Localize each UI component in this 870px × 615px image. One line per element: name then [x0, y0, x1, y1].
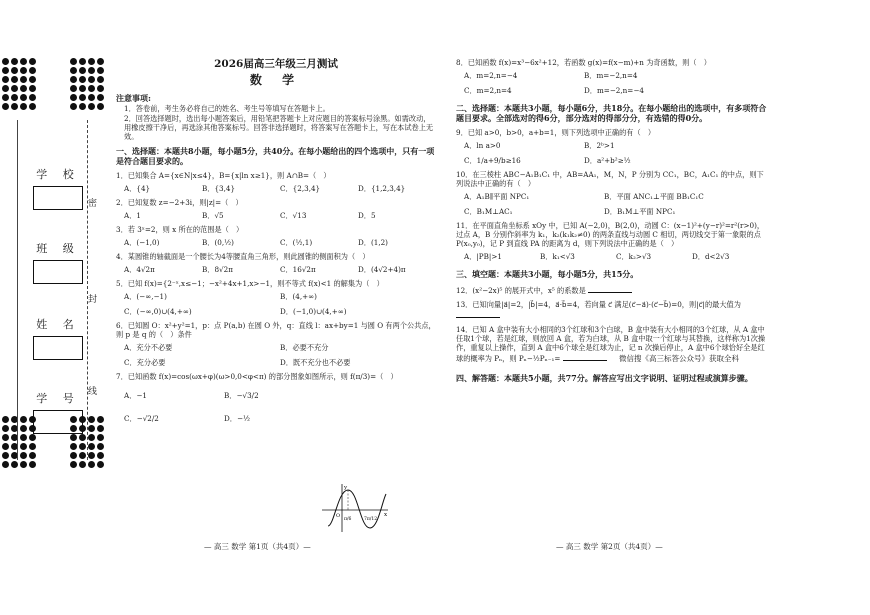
option-c[interactable]: C．1/a+9/b≥16 [464, 156, 521, 165]
option-a[interactable]: A．m=2,n=−4 [464, 71, 518, 80]
binding-dot [20, 58, 27, 65]
binding-dot [70, 103, 77, 110]
question-options [116, 211, 436, 220]
notice-item: 1．答卷前，考生务必将自己的姓名、考生号等填写在答题卡上。 [124, 104, 330, 114]
section3-heading: 三、填空题：本题共3小题，每小题5分，共15分。 [456, 269, 639, 279]
question-stem: 12．(x²−2x)⁵ 的展开式中，x⁵ 的系数是 [456, 286, 586, 295]
option-d[interactable]: D．{1,2,3,4} [358, 184, 406, 194]
binding-dot [88, 425, 95, 432]
question-stem: 13．已知向量|a⃗|=2，|b⃗|=4，a⃗·b⃗=4，若向量 c⃗ 满足(c⃗−a⃗)·(c⃗−b⃗)=0，则|c⃗|的最大值为 [456, 300, 741, 309]
question-stem: 14．已知 A 盒中装有大小相同的3个红球和3个白球，B 盒中装有大小相同的3个红球，从 A 盒中任取1个球，若是红球，则放回 A 盒，若为白球，从 B 盒中取一个红球与其替换，这样称为1次操作，重复以上操作，直到 A 盒中6个球全是红球为止，记 n 次操后停止，A 盒中6个球恰好全是红球的概率为 Pₙ，则 Pₙ−½Pₙ₋₁= [456, 325, 766, 363]
section1-heading: 一、选择题：本题共8小题，每小题5分，共40分。在每小题给出的四个选项中，只有一项是符合题目要求的。 [116, 146, 435, 167]
binding-strip [0, 0, 112, 615]
graph-curve [328, 490, 386, 528]
binding-dot [79, 67, 86, 74]
option-d[interactable]: D．(−1,0)∪(4,+∞) [280, 307, 347, 317]
binding-dot [2, 452, 9, 459]
student-id-box[interactable] [33, 410, 83, 434]
binding-dot [88, 94, 95, 101]
option-c[interactable]: C．(½,1) [280, 238, 313, 248]
exam-title: 2026届高三年级三月测试 [214, 58, 338, 70]
question-14 [456, 325, 768, 363]
option-a[interactable]: A．充分不必要 [124, 343, 173, 353]
binding-dot [29, 58, 36, 65]
school-box[interactable] [33, 186, 83, 210]
graph-label-x: x [384, 512, 388, 518]
question-options [456, 71, 704, 95]
option-b[interactable]: B．2ᵇ>1 [584, 141, 615, 150]
question-11 [456, 221, 768, 261]
section4-heading: 四、解答题：本题共5小题，共77分。解答应写出文字说明、证明过程或演算步骤。 [456, 373, 753, 384]
binding-dot [97, 94, 104, 101]
option-a[interactable]: A．|PB|>1 [464, 252, 502, 261]
binding-dot [11, 461, 18, 468]
option-b[interactable]: B．(4,+∞) [280, 292, 317, 302]
binding-dot [20, 443, 27, 450]
binding-dot [79, 58, 86, 65]
binding-dot [11, 103, 18, 110]
class-label: 班 级 [36, 242, 80, 255]
question-stem: 11．在平面直角坐标系 xOy 中，已知 A(−2,0)，B(2,0)，动圆 C：(x−1)²+(y−r)²=r²(r>0)，过点 A，B 分别作斜率为 k₁，k₂(k₁k₂≠0) 的两条直线与动圆 C 相切，两切线交于第一象限的点 P(x₀,y₀)，记 P 到直线 PA 的距离为 d，则下列说法中正确的是（ ） [456, 221, 765, 248]
binding-dot [79, 461, 86, 468]
class-field [31, 240, 85, 284]
option-b[interactable]: B．8√2π [202, 265, 233, 275]
binding-dot [20, 461, 27, 468]
option-b[interactable]: B．k₁<√3 [540, 252, 575, 261]
binding-dot [2, 94, 9, 101]
question-stem: 10．在三棱柱 ABC−A₁B₁C₁ 中，AB=AA₁，M，N，P 分别为 CC₁，BC，A₁C₁ 的中点，则下列说法中正确的有（ ） [456, 170, 764, 188]
binding-dot [20, 452, 27, 459]
question-stem: 2．已知复数 z=−2+3i，则|z|=（ ） [116, 198, 243, 208]
question-5 [116, 279, 436, 316]
question-10 [456, 170, 768, 216]
binding-dot [11, 94, 18, 101]
option-c[interactable]: C．16√2π [280, 265, 316, 275]
option-c[interactable]: C．−√2/2 [124, 414, 159, 424]
binding-dot [97, 85, 104, 92]
binding-dot [2, 461, 9, 468]
option-b[interactable]: B．必要不充分 [280, 343, 329, 353]
cosine-graph [320, 482, 390, 534]
binding-dot [29, 443, 36, 450]
name-box[interactable] [33, 336, 83, 360]
question-stem: 7．已知函数 f(x)=cos(ωx+φ)(ω>0,0<φ<π) 的部分图象如图所示，则 f(π/3)=（ ） [116, 372, 398, 382]
option-b[interactable]: B．(0,½) [202, 238, 234, 248]
question-options [116, 343, 436, 367]
school-label: 学 校 [36, 168, 80, 181]
option-d[interactable]: D．a²+b²≥½ [584, 156, 631, 165]
binding-dot [79, 443, 86, 450]
binding-dot [79, 76, 86, 83]
footer-page-2: — 高三 数学 第2页（共4页）— [556, 542, 663, 551]
question-stem: 5．已知 f(x)={2⁻ˣ,x≤−1；−x²+4x+1,x>−1，则不等式 f(x)<1 的解集为（ ） [116, 279, 384, 289]
binding-dot [20, 416, 27, 423]
binding-dot [2, 434, 9, 441]
binding-dot [88, 85, 95, 92]
binding-dot [70, 58, 77, 65]
option-a[interactable]: A．(−∞,−1) [124, 292, 167, 302]
left-column [116, 0, 436, 423]
binding-dot [97, 425, 104, 432]
binding-dot [2, 443, 9, 450]
binding-dot [70, 67, 77, 74]
name-field [31, 316, 85, 360]
binding-dot [88, 58, 95, 65]
school-field [31, 166, 85, 210]
option-c[interactable]: C．k₂>√3 [616, 252, 652, 261]
option-c[interactable]: C．(−∞,0)∪(4,+∞) [124, 307, 192, 317]
question-7 [116, 372, 436, 423]
binding-dot [97, 58, 104, 65]
binding-dot [70, 434, 77, 441]
option-c[interactable]: C．充分必要 [124, 358, 166, 368]
binding-dot [97, 452, 104, 459]
question-stem: 3．若 3ˣ=2，则 x 所在的范围是（ ） [116, 225, 244, 235]
binding-dot [88, 76, 95, 83]
option-d[interactable]: D．5 [358, 211, 376, 221]
binding-dot [70, 443, 77, 450]
right-column [456, 0, 768, 383]
exam-subject: 数 学 [249, 73, 303, 88]
option-b[interactable]: B．√5 [202, 211, 224, 221]
binding-dot [29, 461, 36, 468]
graph-label-pi6: π/6 [344, 517, 352, 522]
option-b[interactable]: B．−√3/2 [224, 391, 259, 401]
binding-dot [29, 94, 36, 101]
binding-dot [79, 85, 86, 92]
option-c[interactable]: C．m=2,n=4 [464, 86, 512, 95]
seal-char-feng: 封 [88, 295, 98, 305]
option-a[interactable]: A．(−1,0) [124, 238, 160, 248]
question-9 [456, 128, 768, 165]
binding-dot [29, 452, 36, 459]
answer-blank[interactable] [588, 284, 632, 293]
binding-dot [29, 67, 36, 74]
binding-cut-line [87, 120, 88, 460]
option-d[interactable]: D．m=−2,n=−4 [584, 86, 644, 95]
question-options [456, 252, 768, 261]
binding-dot [70, 461, 77, 468]
student-id-label: 学 号 [36, 392, 80, 405]
question-stem: 4．某圆锥的轴截面是一个腰长为4等腰直角三角形，则此圆锥的侧面积为（ ） [116, 252, 370, 262]
binding-dot [97, 434, 104, 441]
question-2 [116, 198, 436, 220]
option-d[interactable]: D．(1,2) [358, 238, 388, 248]
watermark-text: 微信搜《高三标答公众号》获取全科 [619, 354, 739, 363]
binding-dot [11, 67, 18, 74]
question-3 [116, 225, 436, 247]
question-options [116, 184, 436, 193]
question-6 [116, 321, 436, 367]
option-a[interactable]: A．−1 [124, 391, 147, 401]
binding-dot [97, 67, 104, 74]
footer-page-1: — 高三 数学 第1页（共4页）— [204, 542, 311, 551]
section2-heading: 二、选择题：本题共3小题，每小题6分，共18分。在每小题给出的选项中，有多项符合题目要求。全部选对的得6分，部分选对的得部分分，有选错的得0分。 [456, 103, 767, 123]
student-id-field [31, 390, 85, 434]
seal-char-mi: 密 [88, 199, 98, 209]
binding-dot [88, 461, 95, 468]
question-12 [456, 284, 768, 295]
graph-label-7pi12: 7π/12 [364, 517, 378, 522]
option-d[interactable]: D．d<2√3 [692, 252, 730, 261]
binding-dot [79, 452, 86, 459]
binding-dot [29, 103, 36, 110]
option-b[interactable]: B．m=−2,n=4 [584, 71, 638, 80]
option-b[interactable]: B．{3,4} [202, 184, 236, 194]
binding-dot [97, 76, 104, 83]
class-box[interactable] [33, 260, 83, 284]
binding-dot [20, 425, 27, 432]
graph-label-y: y [344, 485, 348, 491]
binding-dot [88, 67, 95, 74]
option-c[interactable]: C．√13 [280, 211, 307, 221]
question-1 [116, 171, 436, 193]
binding-dot [11, 76, 18, 83]
binding-dot [2, 67, 9, 74]
answer-blank[interactable] [456, 309, 500, 318]
binding-dot [11, 58, 18, 65]
binding-dot [79, 94, 86, 101]
question-stem: 9．已知 a>0，b>0，a+b=1，则下列选项中正确的有（ ） [456, 128, 656, 137]
option-d[interactable]: D．−½ [224, 414, 250, 424]
binding-dot [2, 58, 9, 65]
binding-dot [20, 94, 27, 101]
binding-dot [20, 76, 27, 83]
question-8 [456, 58, 768, 95]
binding-dot [29, 76, 36, 83]
binding-dot [2, 76, 9, 83]
binding-dot [29, 85, 36, 92]
question-4 [116, 252, 436, 274]
binding-dot [2, 416, 9, 423]
binding-dot [20, 434, 27, 441]
notice-heading: 注意事项: [116, 93, 151, 104]
binding-dot [88, 452, 95, 459]
question-options [116, 238, 436, 247]
binding-dot [79, 434, 86, 441]
binding-dot [2, 85, 9, 92]
option-d[interactable]: D．既不充分也不必要 [280, 358, 351, 368]
binding-dot [88, 443, 95, 450]
seal-char-xian: 线 [88, 387, 98, 397]
option-a[interactable]: A．ln a>0 [464, 141, 501, 150]
binding-dot [70, 452, 77, 459]
binding-dot [97, 443, 104, 450]
binding-dot [2, 103, 9, 110]
question-options [116, 292, 436, 316]
binding-dot [2, 425, 9, 432]
option-c[interactable]: C．{2,3,4} [280, 184, 321, 194]
option-c[interactable]: C．B₁M⊥AC₁ [464, 207, 513, 216]
option-a[interactable]: A．4√2π [124, 265, 155, 275]
question-options [456, 141, 704, 165]
question-options [116, 265, 436, 274]
binding-dot [20, 67, 27, 74]
binding-dot [97, 103, 104, 110]
question-stem: 6．已知圆 O：x²+y²=1，p：点 P(a,b) 在圆 O 外，q：直线 l：ax+by=1 与圆 O 有两个公共点，则 p 是 q 的（ ）条件 [116, 321, 436, 340]
option-a[interactable]: A．1 [124, 211, 141, 221]
option-a[interactable]: A．A₁B∥平面 NPC₁ [464, 192, 530, 201]
question-options [456, 192, 744, 216]
binding-dot [70, 94, 77, 101]
binding-dot [11, 85, 18, 92]
question-13 [456, 300, 768, 320]
binding-dot [79, 103, 86, 110]
option-d[interactable]: D．B₁M⊥平面 NPC₁ [604, 207, 676, 216]
binding-dot [88, 103, 95, 110]
binding-dot [20, 103, 27, 110]
name-label: 姓 名 [36, 318, 80, 331]
binding-dot [70, 85, 77, 92]
question-stem: 8．已知函数 f(x)=x³−6x²+12，若函数 g(x)=f(x−m)+n 为奇函数，则（ ） [456, 58, 711, 67]
binding-dot [97, 416, 104, 423]
option-a[interactable]: A．{4} [124, 184, 151, 194]
question-options [116, 391, 324, 423]
option-b[interactable]: B．平面 ANC₁⊥平面 BB₁C₁C [604, 192, 704, 201]
option-d[interactable]: D．(4√2+4)π [358, 265, 406, 275]
binding-dot [70, 76, 77, 83]
notice-item: 2．回答选择题时，选出每小题答案后，用铅笔把答题卡上对应题目的答案标号涂黑。如需改动，用橡皮擦干净后，再选涂其他答案标号。回答非选择题时，将答案写在答题卡上，写在本试卷上无效。 [124, 114, 434, 142]
binding-dot [20, 85, 27, 92]
question-stem: 1．已知集合 A={x∈N|x≤4}，B={x|ln x≥1}，则 A∩B=（ ） [116, 171, 331, 181]
binding-dot [29, 434, 36, 441]
binding-dot [88, 434, 95, 441]
binding-dot [88, 416, 95, 423]
graph-label-origin: O [336, 513, 341, 519]
answer-blank[interactable] [563, 352, 607, 361]
binding-dot [97, 461, 104, 468]
binding-line [17, 120, 18, 460]
